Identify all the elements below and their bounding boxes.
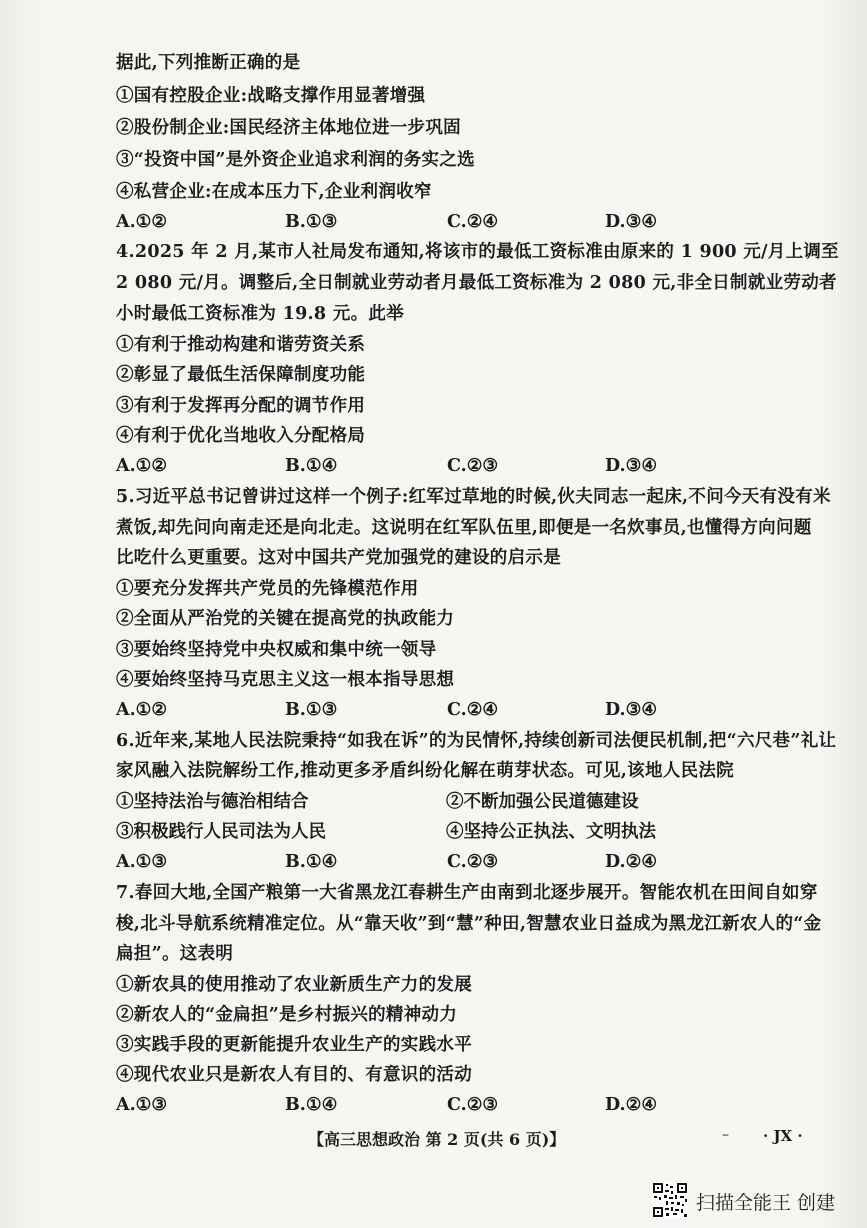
q3-option-d: D.③④ [605, 212, 658, 232]
q7-option-c: C.②③ [447, 1095, 499, 1115]
q6-option-d: D.②④ [605, 852, 658, 872]
page-footer-label: 【高三思想政治 第 2 页(共 6 页)】 [308, 1130, 566, 1149]
q3-item-1: ①国有控股企业:战略支撑作用显著增强 [116, 86, 426, 106]
q7-option-b: B.①④ [285, 1095, 338, 1115]
q3-item-4: ④私营企业:在成本压力下,企业利润收窄 [116, 182, 432, 202]
q6-option-b: B.①④ [285, 852, 338, 872]
q6-item-4: ④坚持公正执法、文明执法 [446, 822, 656, 842]
q3-item-3: ③“投资中国”是外资企业追求利润的务实之选 [116, 150, 475, 170]
q3-option-b: B.①③ [285, 212, 338, 232]
q7-line-2: 梭,北斗导航系统精准定位。从“靠天收”到“慧”种田,智慧农业日益成为黑龙江新农人的“金 [116, 914, 822, 934]
q5-line-2: 煮饭,却先问向南走还是向北走。这说明在红军队伍里,即便是一名炊事员,也懂得方向问题 [116, 518, 812, 538]
q7-item-4: ④现代农业只是新农人有目的、有意识的活动 [116, 1065, 472, 1085]
q5-option-d: D.③④ [605, 700, 658, 720]
q5-line-3: 比吃什么更重要。这对中国共产党加强党的建设的启示是 [116, 548, 561, 568]
q4-option-d: D.③④ [605, 456, 658, 476]
q7-line-3: 扁担”。这表明 [116, 944, 234, 964]
q4-item-2: ②彰显了最低生活保障制度功能 [116, 365, 366, 385]
q5-item-3: ③要始终坚持党中央权威和集中统一领导 [116, 640, 437, 660]
q7-option-a: A.①③ [116, 1095, 168, 1115]
q6-item-1: ①坚持法治与德治相结合 [116, 792, 309, 812]
q4-option-a: A.①② [116, 456, 168, 476]
q4-line-2: 2 080 元/月。调整后,全日制就业劳动者月最低工资标准为 2 080 元,非全日制就业劳动者 [116, 273, 837, 293]
q5-item-4: ④要始终坚持马克思主义这一根本指导思想 [116, 670, 455, 690]
q5-option-c: C.②④ [447, 700, 499, 720]
q4-item-3: ③有利于发挥再分配的调节作用 [116, 396, 366, 416]
q4-option-b: B.①④ [285, 456, 338, 476]
q3-stem: 据此,下列推断正确的是 [116, 53, 301, 73]
q5-option-b: B.①③ [285, 700, 338, 720]
q7-item-3: ③实践手段的更新能提升农业生产的实践水平 [116, 1035, 472, 1055]
q7-line-1: 7.春回大地,全国产粮第一大省黑龙江春耕生产由南到北逐步展开。智能农机在田间自如穿 [116, 883, 818, 903]
scanner-watermark [652, 1182, 862, 1222]
q4-item-4: ④有利于优化当地收入分配格局 [116, 426, 366, 446]
q4-line-1: 4.2025 年 2 月,某市人社局发布通知,将该市的最低工资标准由原来的 1 900 元/月上调至 [116, 242, 839, 262]
footer-tag: · JX · [763, 1127, 803, 1145]
watermark-text: 扫描全能王 创建 [696, 1192, 836, 1214]
q4-option-c: C.②③ [447, 456, 499, 476]
q6-option-a: A.①③ [116, 852, 168, 872]
q5-option-a: A.①② [116, 700, 168, 720]
q7-option-d: D.②④ [605, 1095, 658, 1115]
q5-item-2: ②全面从严治党的关键在提高党的执政能力 [116, 609, 455, 629]
q4-line-3: 小时最低工资标准为 19.8 元。此举 [116, 304, 405, 324]
q7-item-2: ②新农人的“金扁担”是乡村振兴的精神动力 [116, 1005, 458, 1025]
q6-option-c: C.②③ [447, 852, 499, 872]
q4-item-1: ①有利于推动构建和谐劳资关系 [116, 335, 366, 355]
q6-item-3: ③积极践行人民司法为人民 [116, 822, 326, 842]
q6-item-2: ②不断加强公民道德建设 [446, 792, 639, 812]
q3-option-a: A.①② [116, 212, 168, 232]
q6-line-2: 家风融入法院解纷工作,推动更多矛盾纠纷化解在萌芽状态。可见,该地人民法院 [116, 761, 734, 781]
q5-line-1: 5.习近平总书记曾讲过这样一个例子:红军过草地的时候,伙夫同志一起床,不问今天有没有米 [116, 487, 831, 507]
q5-item-1: ①要充分发挥共产党员的先锋模范作用 [116, 579, 419, 599]
q7-item-1: ①新农具的使用推动了农业新质生产力的发展 [116, 975, 472, 995]
footer-dash: – [722, 1127, 729, 1143]
q3-item-2: ②股份制企业:国民经济主体地位进一步巩固 [116, 118, 461, 138]
q3-option-c: C.②④ [447, 212, 499, 232]
qr-code-icon [652, 1182, 688, 1218]
q6-line-1: 6.近年来,某地人民法院秉持“如我在诉”的为民情怀,持续创新司法便民机制,把“六尺巷”礼让 [116, 731, 837, 751]
